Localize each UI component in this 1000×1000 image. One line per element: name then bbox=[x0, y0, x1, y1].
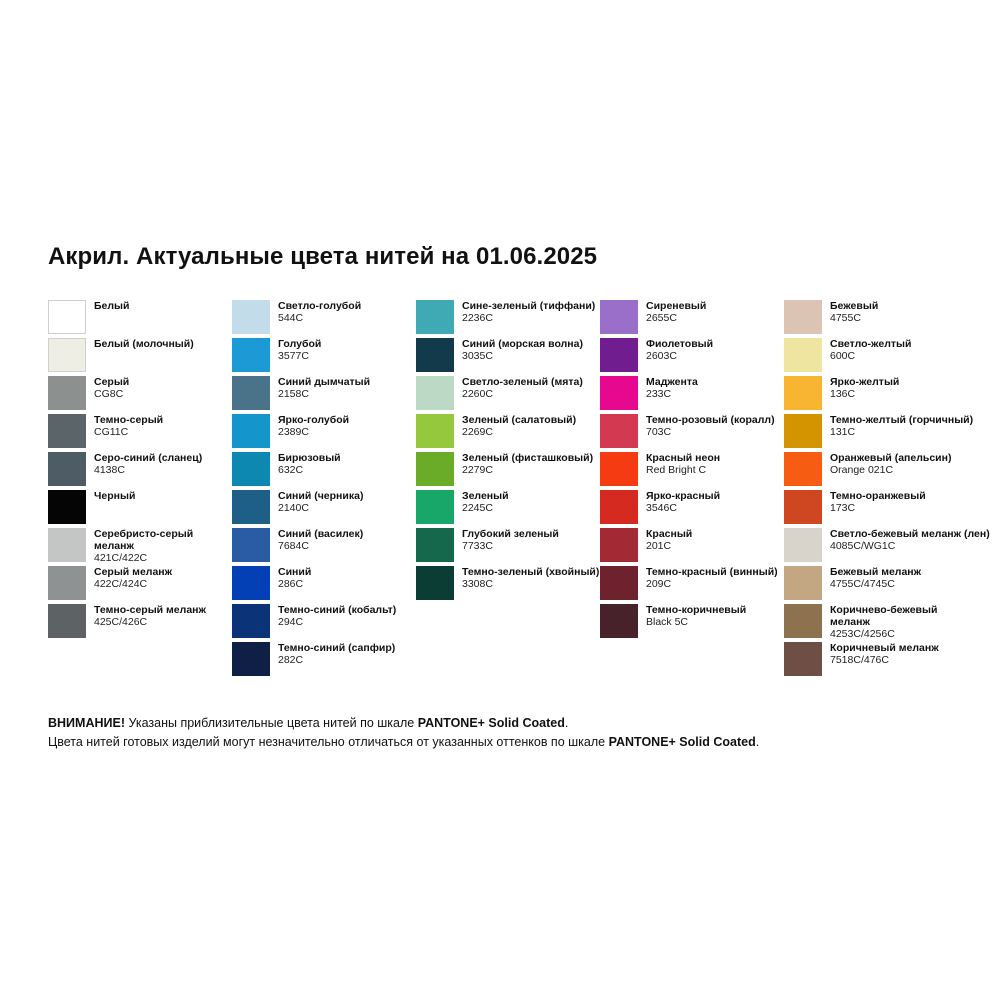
swatch-column-4 bbox=[600, 300, 784, 680]
footer-note bbox=[48, 714, 759, 753]
color-swatch bbox=[600, 604, 638, 638]
color-code: 2245C bbox=[462, 501, 493, 514]
swatch-row bbox=[784, 300, 968, 338]
swatch-row bbox=[784, 528, 990, 566]
color-swatch bbox=[232, 300, 270, 334]
swatch-labels bbox=[462, 490, 509, 515]
swatch-labels bbox=[94, 604, 206, 629]
color-swatch bbox=[48, 528, 86, 562]
swatch-labels bbox=[646, 414, 775, 439]
color-name: Темно-синий (кобальт) bbox=[278, 604, 397, 616]
color-swatch bbox=[600, 490, 638, 524]
color-name: Красный неон bbox=[646, 452, 721, 464]
swatch-labels bbox=[462, 566, 599, 591]
color-swatch bbox=[600, 376, 638, 410]
color-code: 2655C bbox=[646, 311, 677, 324]
color-code: 2260C bbox=[462, 387, 493, 400]
color-swatch bbox=[48, 338, 86, 372]
color-code: 131C bbox=[830, 425, 856, 438]
color-name: Синий дымчатый bbox=[278, 376, 371, 388]
color-name: Сине-зеленый (тиффани) bbox=[462, 300, 596, 312]
swatch-labels bbox=[830, 566, 921, 591]
color-name: Светло-желтый bbox=[830, 338, 912, 350]
swatch-row bbox=[600, 414, 784, 452]
color-swatch bbox=[784, 452, 822, 486]
color-code: 2236C bbox=[462, 311, 493, 324]
swatch-labels bbox=[646, 452, 720, 477]
color-code: 600C bbox=[830, 349, 856, 362]
color-name: Темно-синий (сапфир) bbox=[278, 642, 396, 654]
color-swatch bbox=[784, 528, 822, 562]
swatch-columns bbox=[48, 300, 990, 680]
swatch-labels bbox=[278, 414, 349, 439]
swatch-labels bbox=[94, 528, 232, 564]
color-name: Синий (василек) bbox=[278, 528, 364, 540]
color-code: 3546C bbox=[646, 501, 677, 514]
swatch-labels bbox=[278, 566, 311, 591]
swatch-column-2 bbox=[232, 300, 416, 680]
color-name: Черный bbox=[94, 490, 136, 502]
color-name: Светло-зеленый (мята) bbox=[462, 376, 583, 388]
swatch-labels bbox=[462, 528, 559, 553]
swatch-labels bbox=[830, 528, 990, 553]
swatch-row bbox=[232, 414, 416, 452]
color-swatch bbox=[232, 338, 270, 372]
color-swatch bbox=[600, 566, 638, 600]
swatch-labels bbox=[646, 566, 778, 591]
color-name: Бирюзовый bbox=[278, 452, 341, 464]
color-name: Темно-зеленый (хвойный) bbox=[462, 566, 600, 578]
color-code: 4755C bbox=[830, 311, 861, 324]
footer-line-2-text: Цвета нитей готовых изделий могут незначительно отличаться от указанных оттенков по шкале bbox=[48, 735, 609, 750]
color-name: Коричневый меланж bbox=[830, 642, 939, 654]
color-code: Black 5C bbox=[646, 615, 689, 628]
swatch-labels bbox=[830, 642, 939, 667]
color-name: Темно-розовый (коралл) bbox=[646, 414, 775, 426]
color-code: 173C bbox=[830, 501, 856, 514]
swatch-row bbox=[48, 490, 232, 528]
color-swatch bbox=[232, 566, 270, 600]
swatch-labels bbox=[646, 490, 720, 515]
color-code: 3308C bbox=[462, 577, 493, 590]
color-code: 544C bbox=[278, 311, 304, 324]
color-swatch bbox=[48, 604, 86, 638]
swatch-labels bbox=[830, 338, 911, 363]
swatch-labels bbox=[830, 414, 973, 439]
color-code: 4138C bbox=[94, 463, 125, 476]
color-name: Фиолетовый bbox=[646, 338, 714, 350]
color-swatch bbox=[600, 414, 638, 448]
color-name: Белый bbox=[94, 300, 130, 312]
pantone-brand: PANTONE+ Solid Coated bbox=[608, 735, 756, 750]
footer-line-1-end: . bbox=[564, 716, 569, 730]
color-swatch bbox=[416, 452, 454, 486]
color-name: Темно-коричневый bbox=[646, 604, 747, 616]
color-swatch bbox=[600, 338, 638, 372]
color-code: 2389C bbox=[278, 425, 309, 438]
swatch-row bbox=[416, 300, 600, 338]
swatch-row bbox=[232, 490, 416, 528]
color-code: 2269C bbox=[462, 425, 493, 438]
swatch-labels bbox=[278, 642, 395, 667]
color-name: Серебристо-серый меланж bbox=[94, 528, 194, 552]
swatch-column-1 bbox=[48, 300, 232, 680]
swatch-row bbox=[784, 490, 968, 528]
swatch-labels bbox=[278, 376, 370, 401]
swatch-labels bbox=[830, 490, 926, 515]
swatch-labels bbox=[462, 376, 583, 401]
color-code: 233C bbox=[646, 387, 672, 400]
color-swatch bbox=[416, 414, 454, 448]
swatch-row bbox=[232, 566, 416, 604]
footer-line-1-text: Указаны приблизительные цвета нитей по шкале bbox=[125, 716, 418, 730]
color-code: Red Bright C bbox=[646, 463, 707, 476]
swatch-labels bbox=[94, 452, 202, 477]
swatch-labels bbox=[94, 338, 194, 351]
attention-label: ВНИМАНИЕ! bbox=[48, 716, 125, 730]
swatch-labels bbox=[830, 604, 968, 640]
swatch-row bbox=[232, 300, 416, 338]
color-swatch bbox=[48, 376, 86, 410]
swatch-row bbox=[600, 338, 784, 376]
color-name: Синий (черника) bbox=[278, 490, 364, 502]
color-code: 2603C bbox=[646, 349, 677, 362]
swatch-labels bbox=[278, 528, 363, 553]
color-code: CG8C bbox=[94, 387, 124, 400]
color-name: Серый меланж bbox=[94, 566, 173, 578]
footer-line-1 bbox=[48, 714, 759, 733]
color-swatch bbox=[416, 566, 454, 600]
swatch-row bbox=[600, 566, 784, 604]
swatch-labels bbox=[94, 490, 135, 503]
color-name: Синий (морская волна) bbox=[462, 338, 583, 350]
color-code: 7733C bbox=[462, 539, 493, 552]
color-code: 136C bbox=[830, 387, 856, 400]
color-name: Ярко-красный bbox=[646, 490, 721, 502]
color-name: Темно-желтый (горчичный) bbox=[830, 414, 974, 426]
swatch-row bbox=[416, 528, 600, 566]
swatch-row bbox=[600, 490, 784, 528]
color-name: Синий bbox=[278, 566, 312, 578]
color-code: 2158C bbox=[278, 387, 309, 400]
color-name: Коричнево-бежевый меланж bbox=[830, 604, 938, 628]
swatch-labels bbox=[278, 300, 361, 325]
color-name: Зеленый (салатовый) bbox=[462, 414, 577, 426]
color-swatch bbox=[784, 490, 822, 524]
color-swatch bbox=[48, 300, 86, 334]
color-code: 421C/422C bbox=[94, 551, 148, 564]
color-swatch bbox=[784, 642, 822, 676]
swatch-row bbox=[48, 414, 232, 452]
swatch-row bbox=[416, 414, 600, 452]
color-swatch bbox=[48, 452, 86, 486]
color-swatch bbox=[416, 376, 454, 410]
swatch-labels bbox=[646, 300, 706, 325]
color-name: Маджента bbox=[646, 376, 698, 388]
color-code: 286C bbox=[278, 577, 304, 590]
color-code: 7518C/476C bbox=[830, 653, 889, 666]
color-name: Темно-красный (винный) bbox=[646, 566, 778, 578]
color-name: Светло-бежевый меланж (лен) bbox=[830, 528, 990, 540]
color-code: 201C bbox=[646, 539, 672, 552]
color-code: 7684C bbox=[278, 539, 309, 552]
swatch-row bbox=[784, 604, 968, 642]
color-swatch bbox=[784, 376, 822, 410]
color-swatch bbox=[232, 376, 270, 410]
color-code: 4085C/WG1C bbox=[830, 539, 896, 552]
color-code: 294C bbox=[278, 615, 304, 628]
swatch-row bbox=[600, 452, 784, 490]
swatch-row bbox=[48, 566, 232, 604]
color-code: 282C bbox=[278, 653, 304, 666]
swatch-column-5 bbox=[784, 300, 990, 680]
swatch-row bbox=[232, 528, 416, 566]
color-code: 2140C bbox=[278, 501, 309, 514]
page-title: Акрил. Актуальные цвета нитей на 01.06.2025 bbox=[48, 243, 598, 270]
swatch-row bbox=[600, 376, 784, 414]
color-name: Голубой bbox=[278, 338, 322, 350]
color-swatch bbox=[232, 414, 270, 448]
color-name: Темно-оранжевый bbox=[830, 490, 926, 502]
swatch-row bbox=[784, 338, 968, 376]
swatch-row bbox=[416, 338, 600, 376]
pantone-brand: PANTONE+ Solid Coated bbox=[417, 716, 565, 730]
swatch-row bbox=[48, 376, 232, 414]
swatch-row bbox=[600, 528, 784, 566]
color-swatch bbox=[232, 528, 270, 562]
swatch-row bbox=[48, 528, 232, 566]
swatch-row bbox=[784, 642, 968, 680]
swatch-labels bbox=[462, 414, 576, 439]
swatch-labels bbox=[646, 338, 713, 363]
swatch-labels bbox=[278, 452, 341, 477]
swatch-row bbox=[600, 300, 784, 338]
color-name: Зеленый bbox=[462, 490, 509, 502]
color-name: Сиреневый bbox=[646, 300, 707, 312]
swatch-labels bbox=[646, 376, 698, 401]
swatch-labels bbox=[94, 300, 129, 313]
swatch-labels bbox=[830, 300, 878, 325]
color-swatch bbox=[784, 338, 822, 372]
swatch-row bbox=[784, 566, 968, 604]
footer-line-2 bbox=[48, 733, 759, 752]
color-code: 425C/426C bbox=[94, 615, 148, 628]
color-name: Зеленый (фисташковый) bbox=[462, 452, 594, 464]
color-code: 4253C/4256C bbox=[830, 627, 895, 640]
color-name: Бежевый bbox=[830, 300, 879, 312]
swatch-labels bbox=[278, 490, 363, 515]
swatch-row bbox=[232, 376, 416, 414]
color-swatch bbox=[600, 452, 638, 486]
swatch-labels bbox=[462, 300, 595, 325]
color-name: Светло-голубой bbox=[278, 300, 362, 312]
swatch-labels bbox=[646, 604, 746, 629]
swatch-row bbox=[600, 604, 784, 642]
swatch-row bbox=[784, 414, 974, 452]
swatch-row bbox=[416, 452, 600, 490]
color-swatch bbox=[416, 300, 454, 334]
color-code: 703C bbox=[646, 425, 672, 438]
swatch-row bbox=[48, 604, 232, 642]
swatch-labels bbox=[94, 414, 163, 439]
color-swatch bbox=[48, 490, 86, 524]
color-swatch bbox=[232, 452, 270, 486]
color-name: Оранжевый (апельсин) bbox=[830, 452, 952, 464]
swatch-column-3 bbox=[416, 300, 600, 680]
color-swatch bbox=[600, 300, 638, 334]
color-code: CG11C bbox=[94, 425, 129, 438]
swatch-row bbox=[232, 338, 416, 376]
swatch-labels bbox=[94, 376, 129, 401]
color-swatch bbox=[232, 604, 270, 638]
color-name: Белый (молочный) bbox=[94, 338, 194, 350]
swatch-labels bbox=[94, 566, 172, 591]
color-swatch bbox=[784, 604, 822, 638]
swatch-row bbox=[48, 338, 232, 376]
color-name: Ярко-желтый bbox=[830, 376, 900, 388]
color-name: Серо-синий (сланец) bbox=[94, 452, 203, 464]
color-name: Темно-серый bbox=[94, 414, 164, 426]
color-swatch bbox=[784, 300, 822, 334]
color-name: Красный bbox=[646, 528, 693, 540]
color-code: 632C bbox=[278, 463, 304, 476]
color-code: 2279C bbox=[462, 463, 493, 476]
color-name: Глубокий зеленый bbox=[462, 528, 559, 540]
color-code: 4755C/4745C bbox=[830, 577, 895, 590]
color-swatch bbox=[232, 642, 270, 676]
swatch-row bbox=[232, 452, 416, 490]
swatch-row bbox=[784, 452, 968, 490]
swatch-labels bbox=[830, 376, 899, 401]
color-swatch bbox=[48, 566, 86, 600]
swatch-row bbox=[232, 642, 416, 680]
color-name: Темно-серый меланж bbox=[94, 604, 206, 616]
footer-line-2-end: . bbox=[755, 735, 760, 750]
color-swatch bbox=[416, 338, 454, 372]
color-code: 422C/424C bbox=[94, 577, 148, 590]
swatch-labels bbox=[462, 452, 593, 477]
color-swatch bbox=[600, 528, 638, 562]
color-code: Orange 021C bbox=[830, 463, 894, 476]
color-code: 209C bbox=[646, 577, 672, 590]
color-swatch bbox=[48, 414, 86, 448]
swatch-row bbox=[416, 566, 600, 604]
color-name: Серый bbox=[94, 376, 130, 388]
color-swatch bbox=[784, 414, 822, 448]
swatch-labels bbox=[830, 452, 951, 477]
color-code: 3035C bbox=[462, 349, 493, 362]
color-swatch bbox=[784, 566, 822, 600]
swatch-row bbox=[48, 452, 232, 490]
swatch-labels bbox=[462, 338, 583, 363]
color-code: 3577C bbox=[278, 349, 309, 362]
swatch-row bbox=[48, 300, 232, 338]
color-name: Ярко-голубой bbox=[278, 414, 350, 426]
color-swatch bbox=[416, 528, 454, 562]
color-name: Бежевый меланж bbox=[830, 566, 922, 578]
color-swatch bbox=[232, 490, 270, 524]
swatch-row bbox=[416, 490, 600, 528]
swatch-labels bbox=[646, 528, 692, 553]
swatch-labels bbox=[278, 338, 321, 363]
swatch-row bbox=[232, 604, 416, 642]
swatch-row bbox=[416, 376, 600, 414]
color-swatch bbox=[416, 490, 454, 524]
swatch-row bbox=[784, 376, 968, 414]
swatch-labels bbox=[278, 604, 396, 629]
